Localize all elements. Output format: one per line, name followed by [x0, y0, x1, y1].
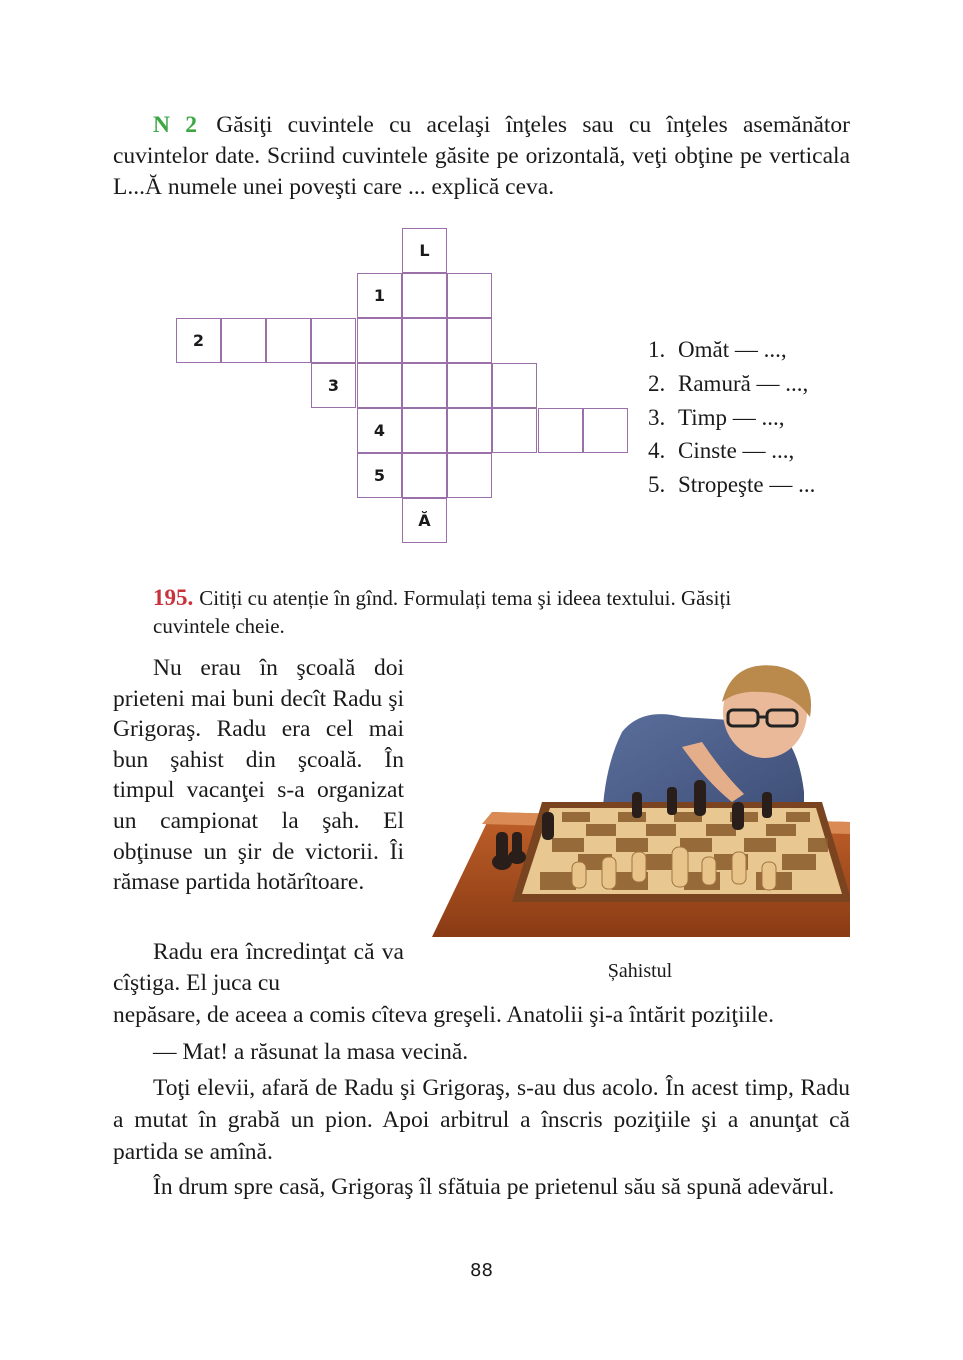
story-paragraph-5: În drum spre casă, Grigoraş îl sfătuia pe prietenul său să spună adevărul. [153, 1174, 835, 1200]
page-number: 88 [470, 1260, 493, 1281]
crossword-cell[interactable] [266, 318, 311, 363]
story-paragraph-4: Toţi elevii, afară de Radu şi Grigoraş, s-au dus acolo. În acest timp, Radu a mutat în grabă un pion. Apoi arbitrul a înscris poziţiile şi a anunţat că partida se amînă. [113, 1075, 850, 1165]
crossword-cell[interactable] [357, 363, 402, 408]
crossword-row-number: 3 [311, 363, 356, 408]
exercise-2-text: Găsiţi cuvintele cu acelaşi înţeles sau cu înţeles asemănător cuvintelor date. Scriind cuvintele găsite pe orizontală, veţi obţine pe verticala L...Ă numele unei poveşti care ... explică ceva. [113, 112, 851, 200]
exercise-195-instructions [153, 584, 850, 612]
story-paragraph-1: Nu erau în şcoală doi prieteni mai buni decît Radu şi Grigoraş. Radu era cel mai bun şahist din şcoală. În timpul vacanţei s-a organizat un campionat la şah. El obţinuse un şir de victorii. Îi rămase partida hotărîtoare. [113, 655, 404, 896]
crossword-cell[interactable] [357, 318, 402, 363]
crossword-top-letter: L [419, 241, 430, 260]
crossword-cell[interactable] [402, 408, 447, 453]
clue-item: 3. Timp — ..., [648, 404, 785, 430]
story-paragraph-2-end: nepăsare, de aceea a comis cîteva greşeli. Anatolii şi-a întărit poziţiile. [113, 1002, 774, 1028]
exercise-2-instructions [113, 110, 850, 203]
crossword-cell[interactable] [538, 408, 583, 453]
crossword-cell[interactable] [447, 273, 492, 318]
story-paragraph-2-start: Radu era încredinţat că va cîştiga. El juca cu [113, 939, 404, 996]
story-paragraph-3: — Mat! a răsunat la masa vecină. [153, 1039, 469, 1065]
crossword-cell-top[interactable] [402, 228, 447, 273]
crossword-grid [0, 0, 963, 560]
crossword-cell[interactable] [492, 363, 537, 408]
crossword-cell[interactable] [402, 318, 447, 363]
crossword-row-number: 1 [357, 273, 402, 318]
crossword-cell[interactable] [447, 453, 492, 498]
chess-player-photo [432, 662, 850, 937]
crossword-cell[interactable] [402, 453, 447, 498]
crossword-cell[interactable] [447, 318, 492, 363]
crossword-cell[interactable] [221, 318, 266, 363]
clue-item: 1. Omăt — ..., [648, 337, 787, 362]
crossword-clues [648, 333, 815, 502]
crossword-cell[interactable] [492, 408, 537, 453]
crossword-cell[interactable] [447, 408, 492, 453]
crossword-cell[interactable] [447, 363, 492, 408]
photo-caption: Șahistul [607, 960, 673, 982]
crossword-cell[interactable] [402, 363, 447, 408]
crossword-cell-bottom[interactable] [402, 498, 447, 543]
crossword-cell[interactable] [583, 408, 628, 453]
clue-item: 5. Stropeşte — ... [648, 472, 816, 498]
crossword-cell[interactable] [311, 318, 356, 363]
crossword-row-number: 2 [176, 318, 221, 363]
crossword-cell[interactable] [402, 273, 447, 318]
crossword-bottom-letter: Ă [418, 511, 431, 530]
crossword-row-number: 5 [357, 453, 402, 498]
exercise-195-text-continued: cuvintele cheie. [153, 614, 285, 638]
clue-item: 4. Cinste — ..., [648, 438, 795, 464]
crossword-row-number: 4 [357, 408, 402, 453]
exercise-195-text: Citiți cu atenție în gînd. Formulați tema şi ideea textului. Găsiți [199, 586, 732, 610]
exercise-2-mark: N 2 [153, 112, 197, 138]
clue-item: 2. Ramură — ..., [648, 370, 809, 396]
exercise-195-number: 195. [153, 585, 194, 610]
